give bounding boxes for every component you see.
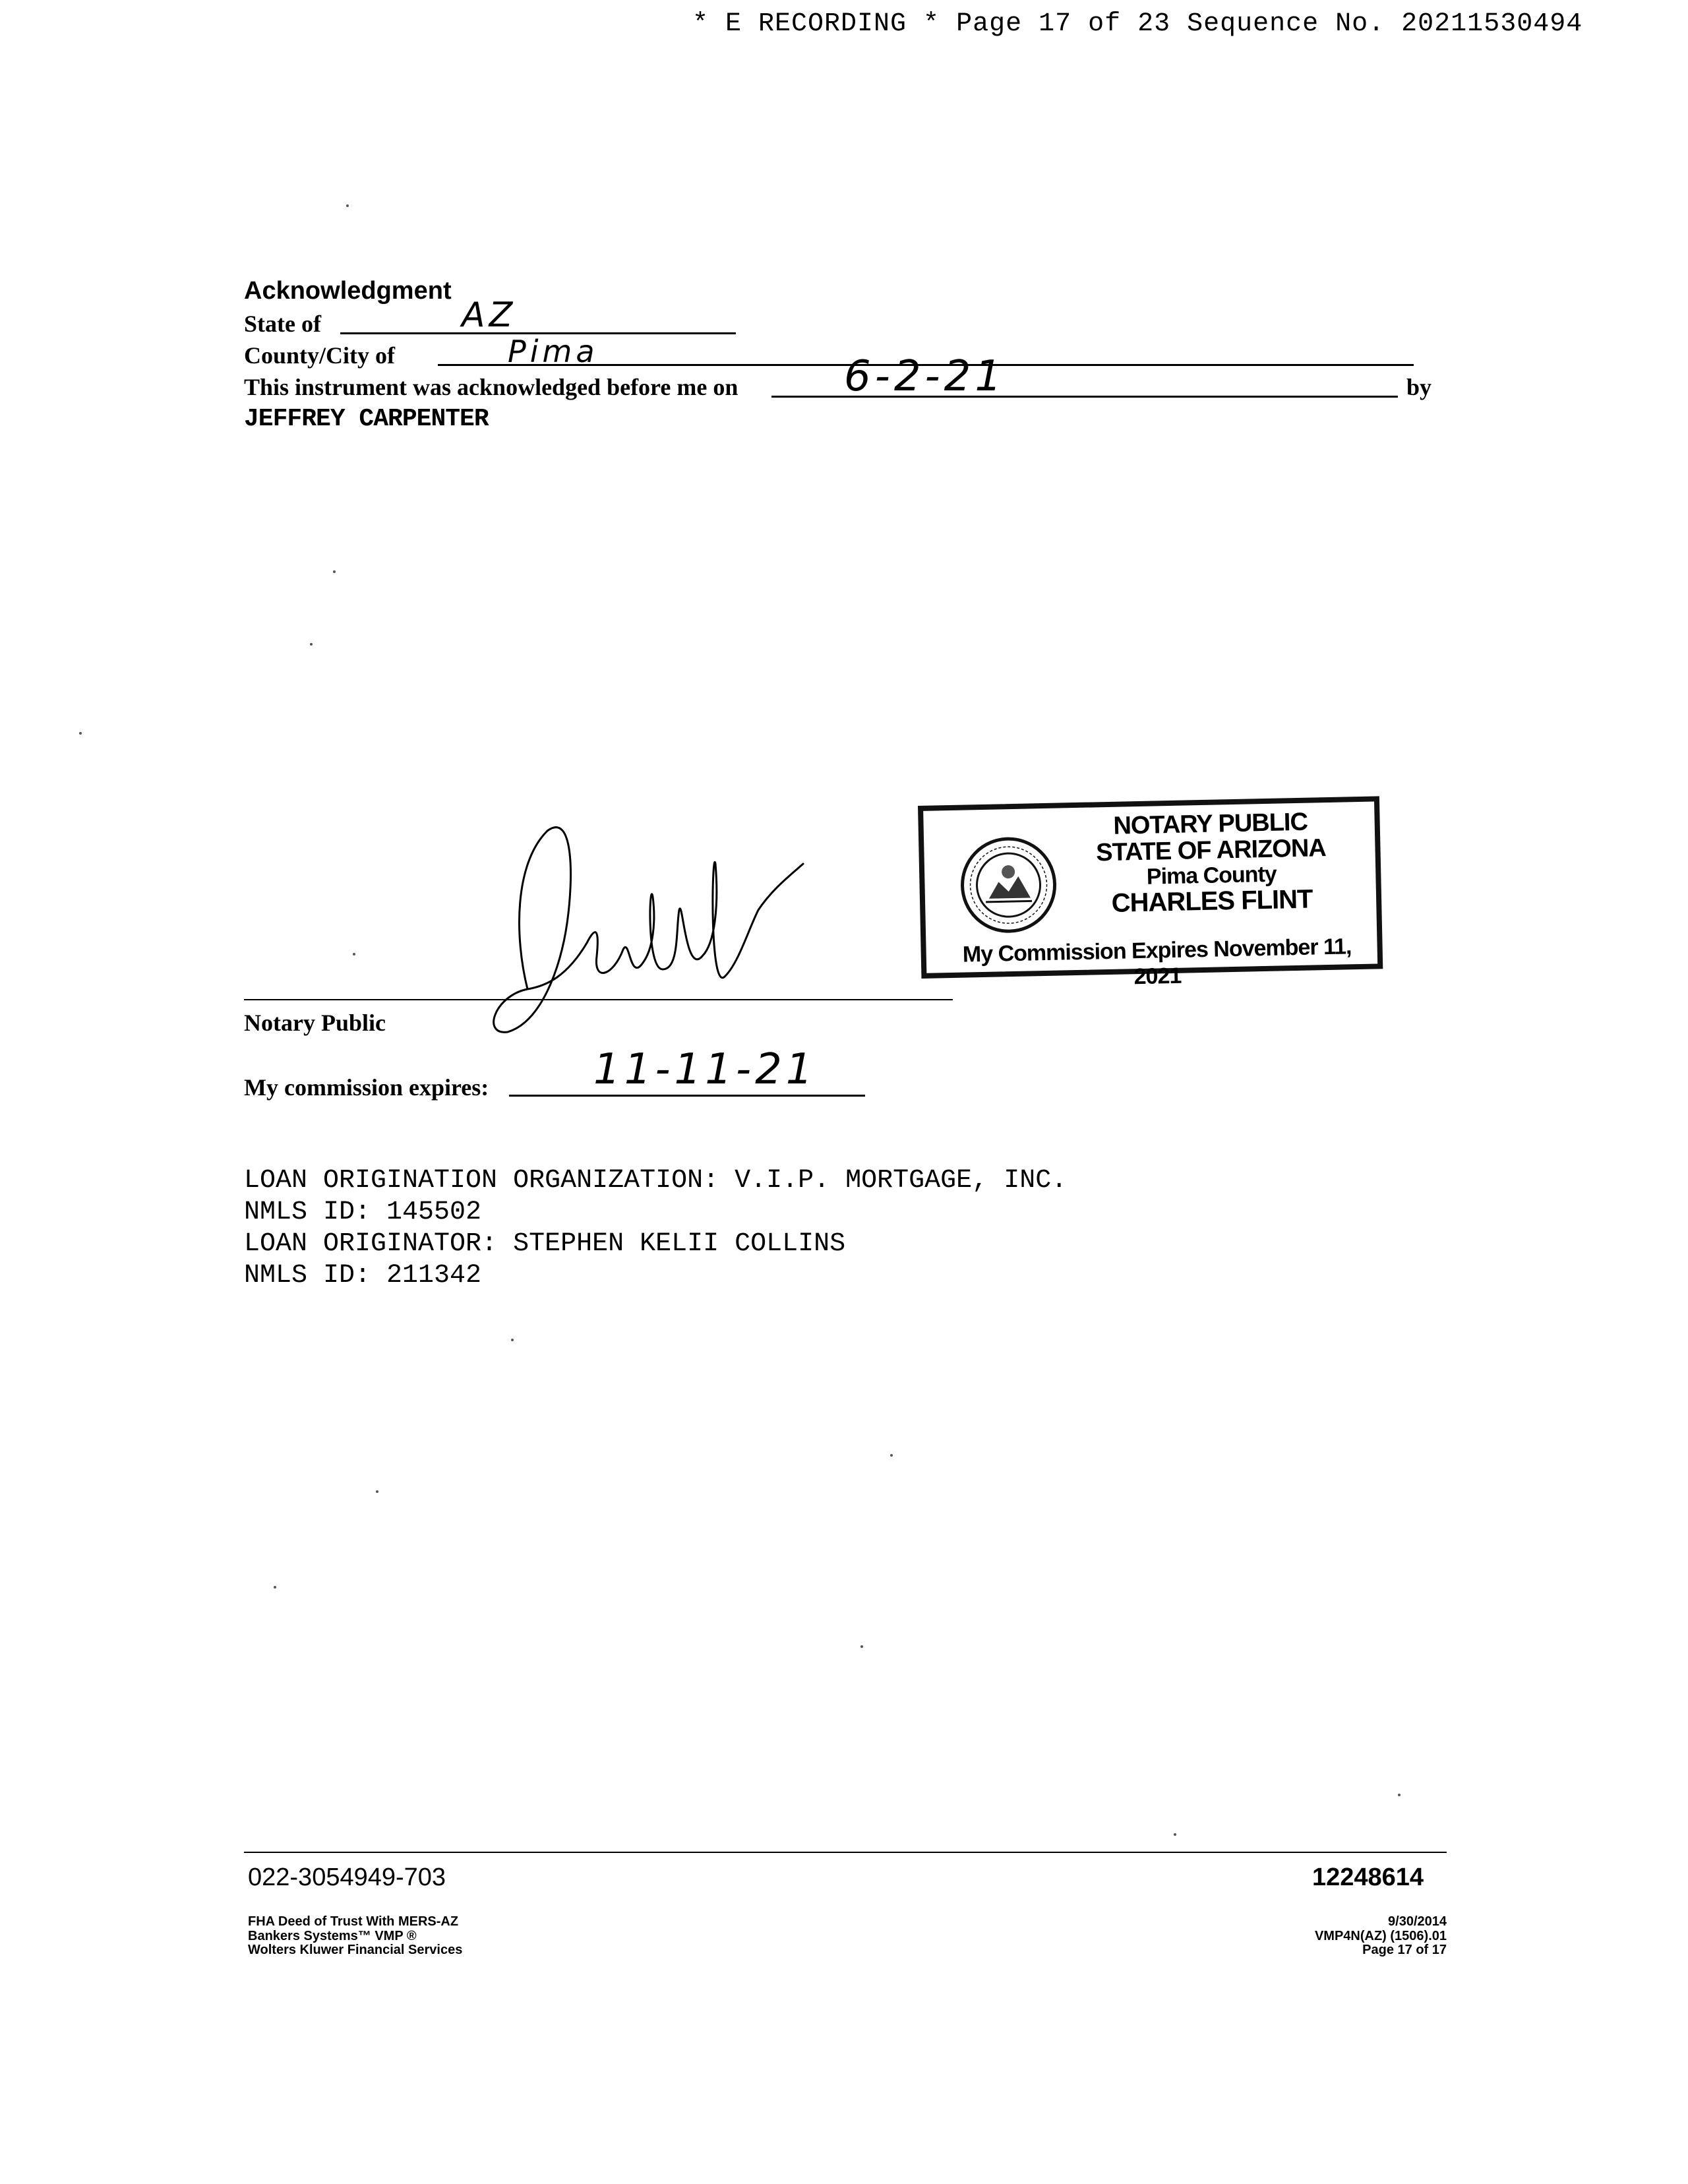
scan-speck bbox=[274, 1586, 276, 1589]
scan-speck bbox=[310, 643, 313, 646]
originator-nmls-id: NMLS ID: 211342 bbox=[244, 1261, 482, 1290]
scan-speck bbox=[1174, 1833, 1176, 1836]
scan-speck bbox=[79, 732, 82, 735]
notary-stamp bbox=[918, 796, 1383, 990]
form-publisher: Bankers Systems™ VMP ® bbox=[248, 1928, 417, 1943]
loan-number: 022-3054949-703 bbox=[248, 1864, 446, 1891]
form-info-right bbox=[1240, 1915, 1447, 1958]
commission-expires-label: My commission expires: bbox=[244, 1074, 489, 1101]
scan-speck bbox=[860, 1645, 863, 1648]
recording-header: * E RECORDING * Page 17 of 23 Sequence No. 20211530494 bbox=[692, 9, 1583, 39]
stamp-state: STATE OF ARIZONA bbox=[1095, 834, 1327, 867]
footer-rule bbox=[244, 1852, 1447, 1853]
borrower-name: JEFFREY CARPENTER bbox=[244, 405, 489, 433]
stamp-commission-expiry: My Commission Expires November 11, 2021 bbox=[962, 934, 1352, 990]
organization-nmls-id: NMLS ID: 145502 bbox=[244, 1198, 482, 1227]
form-info-left bbox=[248, 1915, 462, 1958]
document-number: 12248614 bbox=[1312, 1864, 1424, 1891]
instrument-acknowledged-label: This instrument was acknowledged before me on bbox=[244, 374, 738, 400]
scan-speck bbox=[511, 1339, 514, 1341]
county-label: County/City of bbox=[244, 342, 396, 369]
scan-speck bbox=[1398, 1794, 1401, 1796]
form-code: VMP4N(AZ) (1506).01 bbox=[1314, 1928, 1447, 1943]
by-label: by bbox=[1406, 374, 1432, 400]
commission-expiry-handwritten: 11-11-21 bbox=[593, 1045, 817, 1094]
scan-speck bbox=[346, 204, 349, 207]
scan-speck bbox=[890, 1454, 893, 1457]
commission-blank-line bbox=[509, 1095, 865, 1097]
loan-origination-organization: LOAN ORIGINATION ORGANIZATION: V.I.P. MORTGAGE, INC. bbox=[244, 1166, 1068, 1196]
acknowledgment-date-handwritten: 6-2-21 bbox=[844, 352, 1006, 401]
state-seal-icon bbox=[958, 835, 1059, 936]
loan-originator: LOAN ORIGINATOR: STEPHEN KELII COLLINS bbox=[244, 1229, 846, 1259]
form-title: FHA Deed of Trust With MERS-AZ bbox=[248, 1914, 459, 1929]
form-page-number: Page 17 of 17 bbox=[1362, 1943, 1447, 1958]
stamp-county: Pima County bbox=[1146, 861, 1277, 890]
acknowledgment-title: Acknowledgment bbox=[244, 277, 452, 305]
scan-speck bbox=[333, 570, 336, 573]
scan-speck bbox=[376, 1490, 378, 1493]
scan-speck bbox=[353, 953, 355, 956]
notary-signature-line bbox=[244, 999, 953, 1000]
notary-public-label: Notary Public bbox=[244, 1010, 386, 1036]
state-label: State of bbox=[244, 311, 321, 337]
stamp-notary-public: NOTARY PUBLIC bbox=[1113, 808, 1308, 840]
form-vendor: Wolters Kluwer Financial Services bbox=[248, 1943, 463, 1958]
state-handwritten-value: AZ bbox=[462, 295, 517, 335]
form-date: 9/30/2014 bbox=[1388, 1914, 1447, 1929]
notary-signature bbox=[488, 824, 844, 1042]
stamp-notary-name: CHARLES FLINT bbox=[1111, 884, 1313, 919]
county-handwritten-value: Pima bbox=[508, 334, 599, 369]
